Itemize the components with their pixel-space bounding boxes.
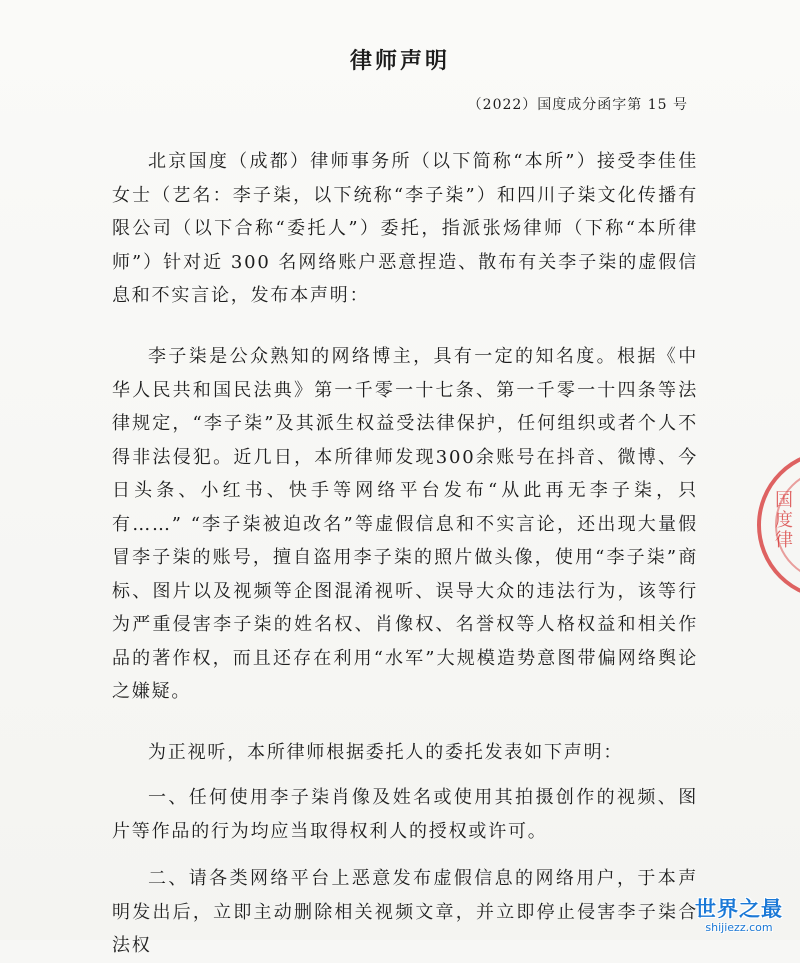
paragraph-item-one: 一、任何使用李子柒肖像及姓名或使用其拍摄创作的视频、图片等作品的行为均应当取得权利人的授权或许可。 — [112, 787, 698, 842]
red-seal-stamp — [757, 450, 800, 600]
paragraph-declaration-lead: 为正视听，本所律师根据委托人的委托发表如下声明： — [148, 742, 624, 763]
document-title: 律师声明 — [349, 48, 450, 74]
watermark-logo-text: 世界之最 — [695, 897, 783, 921]
document-number: （2022）国度成分函字第 15 号 — [467, 97, 688, 113]
site-watermark — [684, 893, 794, 934]
watermark-url: shijiezz.com — [705, 921, 773, 934]
paragraph-intro: 北京国度（成都）律师事务所（以下简称“本所”）接受李佳佳女士（艺名：李子柒，以下统称“李子柒”）和四川子柒文化传播有限公司（以下合称“委托人”）委托，指派张炀律师（下称“本所律师”）针对近 300 名网络账户恶意捏造、散布有关李子柒的虚假信息和不实言论，发布本声明： — [112, 151, 698, 306]
paragraph-facts: 李子柒是公众熟知的网络博主，具有一定的知名度。根据《中华人民共和国民法典》第一千零一十七条、第一千零一十四条等法律规定，“李子柒”及其派生权益受法律保护，任何组织或者个人不得非法侵犯。近几日，本所律师发现300余账号在抖音、微博、今日头条、小红书、快手等网络平台发布“从此再无李子柒，只有……” “李子柒被迫改名”等虚假信息和不实言论，还出现大量假冒李子柒的账号，擅自盗用李子柒的照片做头像，使用“李子柒”商标、图片以及视频等企图混淆视听、误导大众的违法行为，该等行为严重侵害李子柒的姓名权、肖像权、名誉权等人格权益和相关作品的著作权，而且还存在利用“水军”大规模造势意图带偏网络舆论之嫌疑。 — [112, 346, 698, 702]
seal-text: 国度律 — [772, 490, 793, 550]
paragraph-item-two: 二、请各类网络平台上恶意发布虚假信息的网络用户，于本声明发出后，立即主动删除相关视频文章，并立即停止侵害李子柒合法权 — [112, 868, 698, 956]
